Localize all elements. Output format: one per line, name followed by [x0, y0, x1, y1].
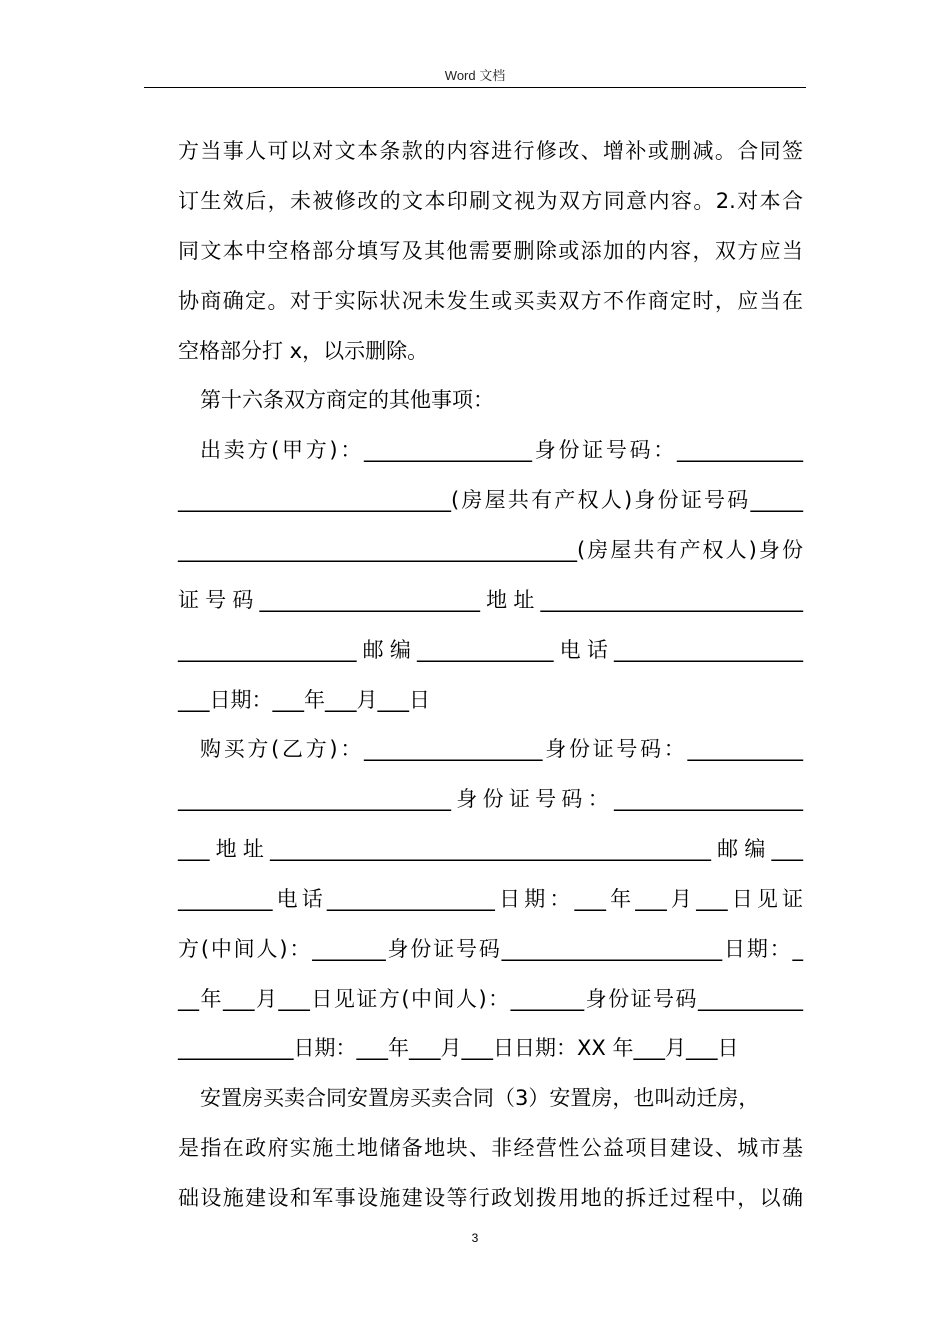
body-line: ______________________________________(房屋共有产权人)身份	[178, 538, 803, 562]
body-line: ___地址__________________________________________邮编___	[178, 837, 803, 861]
body-line: __________________________身份证号码：__________________	[178, 787, 803, 811]
body-line: 出卖方(甲方)：________________身份证号码：____________	[200, 438, 803, 462]
body-line: 础设施建设和军事设施建设等行政划拨用地的拆迁过程中，以确	[178, 1186, 803, 1210]
document-header: Word 文档	[444, 68, 506, 83]
body-line: ___________日期：___年___月___日日期：XX 年___月___日	[178, 1036, 739, 1060]
body-line: 证号码_____________________地址_________________________	[178, 588, 803, 612]
body-line: 方当事人可以对文本条款的内容进行修改、增补或删减。合同签	[178, 139, 803, 163]
body-line: _________电话________________日期：___年___月___日见证	[178, 887, 803, 911]
body-line: 购买方(乙方)：_________________身份证号码：___________	[200, 737, 803, 761]
body-line: 空格部分打 x，以示删除。	[178, 339, 429, 363]
body-line: __年___月___日见证方(中间人)：_______身份证号码__________	[178, 987, 803, 1011]
body-line: 协商确定。对于实际状况未发生或买卖双方不作商定时，应当在	[178, 289, 803, 313]
body-line: ___日期：___年___月___日	[178, 688, 430, 712]
header-divider	[144, 87, 806, 88]
page-number: 3	[471, 1231, 479, 1245]
body-line: _________________邮编_____________电话__________________	[178, 638, 803, 662]
body-line: 订生效后，未被修改的文本印刷文视为双方同意内容。2.对本合	[178, 189, 803, 213]
body-line: 同文本中空格部分填写及其他需要删除或添加的内容，双方应当	[178, 239, 803, 263]
body-line: 方(中间人)：_______身份证号码_____________________日期：_	[178, 937, 803, 961]
body-line: __________________________(房屋共有产权人)身份证号码_____	[178, 488, 803, 512]
body-line: 是指在政府实施土地储备地块、非经营性公益项目建设、城市基	[178, 1136, 803, 1160]
body-line: 安置房买卖合同安置房买卖合同（3）安置房，也叫动迁房，	[200, 1086, 760, 1110]
section-heading: 第十六条双方商定的其他事项：	[200, 388, 494, 412]
